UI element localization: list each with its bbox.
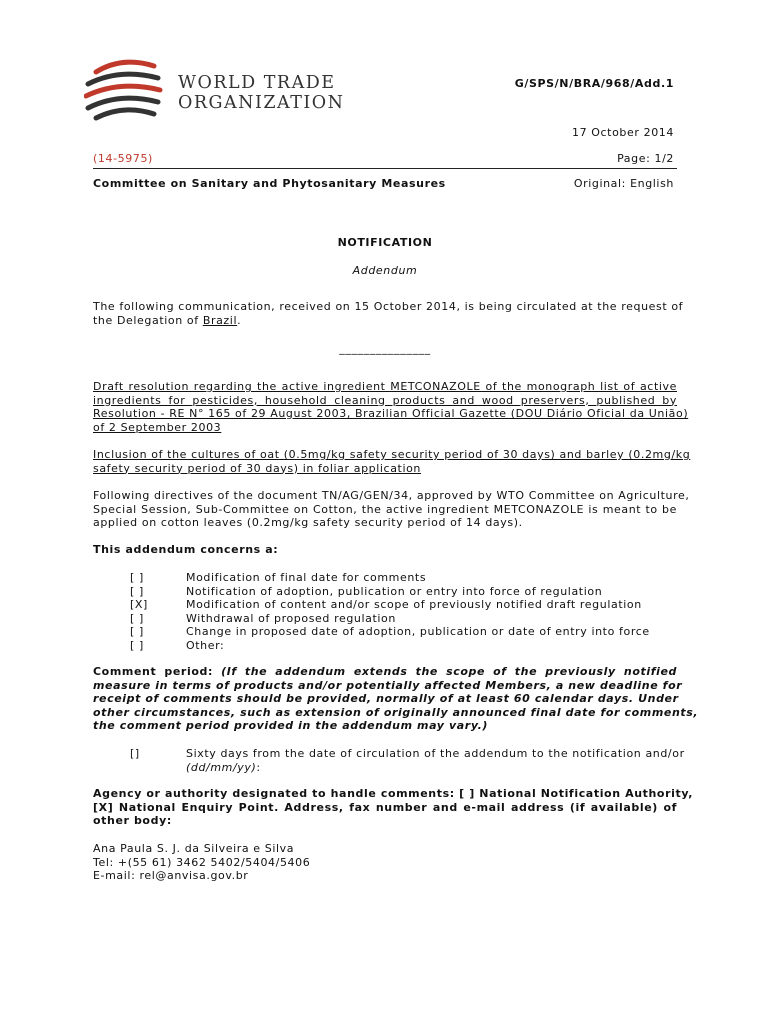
comment-line-4: other circumstances, such as extension of originally announced final date for comments, xyxy=(93,705,699,719)
concern-item xyxy=(93,585,677,599)
comment-label: Comment period: xyxy=(93,665,222,678)
directives-line-3: applied on cotton leaves (0.2mg/kg safety security period of 14 days). xyxy=(93,516,523,529)
draft-title xyxy=(93,380,689,434)
date-hint: (dd/mm/yy) xyxy=(186,760,257,774)
concern-item xyxy=(93,598,677,612)
inclusion-title xyxy=(93,448,691,475)
intro-period: . xyxy=(237,313,242,327)
concern-label: Other: xyxy=(186,638,225,652)
concern-checkbox: [X] xyxy=(130,598,148,611)
contact-block xyxy=(93,842,310,883)
concern-label: Modification of final date for comments xyxy=(186,571,427,584)
intro-text: the Delegation of xyxy=(93,313,203,327)
contact-email[interactable]: E-mail: rel@anvisa.gov.br xyxy=(93,869,249,882)
sixty-days-text xyxy=(186,747,685,774)
wto-logo xyxy=(84,58,166,122)
header-rule xyxy=(93,168,677,169)
concern-label: Notification of adoption, publication or entry into force of regulation xyxy=(186,584,603,598)
concerns-heading: This addendum concerns a: xyxy=(93,543,279,556)
comment-line-5: the comment period provided in the addendum may vary.) xyxy=(93,719,488,732)
draft-line-2: ingredients for pesticides, household cleaning products and wood preservers, published by xyxy=(93,393,677,407)
concern-item xyxy=(93,625,677,639)
reference-number: (14-5975) xyxy=(93,152,153,165)
concern-item xyxy=(93,612,677,626)
concern-checkbox: [ ] xyxy=(130,584,144,598)
directives-line-1: Following directives of the document TN/AG/GEN/34, approved by WTO Committee on Agriculture, xyxy=(93,489,690,502)
concern-item xyxy=(93,639,677,653)
contact-name: Ana Paula S. J. da Silveira e Silva xyxy=(93,842,295,855)
committee-name: Committee on Sanitary and Phytosanitary Measures xyxy=(93,177,446,190)
concerns-list xyxy=(93,571,677,652)
inclusion-line-1: Inclusion of the cultures of oat (0.5mg/kg safety security period of 30 days) and barley (0.2mg/kg xyxy=(93,448,691,461)
comment-line-1 xyxy=(93,665,677,679)
comment-period-paragraph xyxy=(93,665,699,733)
concern-checkbox: [ ] xyxy=(130,625,144,638)
directives-paragraph xyxy=(93,489,690,530)
directives-line-2: Special Session, Sub-Committee on Cotton, the active ingredient METCONAZOLE is meant to be xyxy=(93,502,677,516)
concern-checkbox: [ ] xyxy=(130,611,144,625)
country-name: Brazil xyxy=(202,313,238,327)
comment-line-2: measure in terms of products and/or potentially affected Members, a new deadline for xyxy=(93,678,683,692)
concern-item xyxy=(93,571,677,585)
inclusion-line-2: safety security period of 30 days) in foliar application xyxy=(93,461,422,475)
sixty-days-line: Sixty days from the date of circulation of the addendum to the notification and/or xyxy=(186,747,685,760)
date-colon: : xyxy=(256,760,261,774)
document-date: 17 October 2014 xyxy=(571,126,674,139)
notification-subtitle: Addendum xyxy=(352,264,418,277)
agency-line-3: other body: xyxy=(93,814,172,827)
draft-line-3: Resolution - RE N° 165 of 29 August 2003, Brazilian Official Gazette (DOU Diário Oficial da União) xyxy=(93,407,689,420)
concern-label: Withdrawal of proposed regulation xyxy=(186,611,396,625)
concern-checkbox: [ ] xyxy=(130,571,144,584)
intro-line-1: The following communication, received on 15 October 2014, is being circulated at the request of xyxy=(93,300,684,313)
agency-paragraph xyxy=(93,787,694,828)
draft-line-1: Draft resolution regarding the active ingredient METCONAZOLE of the monograph list of active xyxy=(93,380,677,393)
comment-line-1-rest: (If the addendum extends the scope of the previously notified xyxy=(221,665,677,678)
intro-line-2 xyxy=(93,314,677,328)
concern-label: Change in proposed date of adoption, publication or date of entry into force xyxy=(186,625,650,638)
separator-line: _______________ xyxy=(339,342,431,355)
page-indicator: Page: 1/2 xyxy=(617,152,674,165)
original-language: Original: English xyxy=(573,177,674,190)
sixty-days-checkbox: [] xyxy=(130,747,140,760)
comment-line-3: receipt of comments should be provided, normally of at least 60 calendar days. Under xyxy=(93,692,679,705)
intro-paragraph xyxy=(93,300,684,327)
agency-line-1: Agency or authority designated to handle comments: [ ] National Notification Authority, xyxy=(93,787,694,800)
concern-label: Modification of content and/or scope of previously notified draft regulation xyxy=(186,598,642,611)
concern-checkbox: [ ] xyxy=(130,638,144,652)
contact-phone: Tel: +(55 61) 3462 5402/5404/5406 xyxy=(93,855,311,869)
wto-logo-icon xyxy=(84,58,166,122)
notification-title: NOTIFICATION xyxy=(337,236,433,249)
org-name-line1: WORLD TRADE xyxy=(178,73,336,93)
agency-line-2: [X] National Enquiry Point. Address, fax number and e-mail address (if available) of xyxy=(93,800,677,814)
draft-line-4: of 2 September 2003 xyxy=(93,420,222,434)
date-hint-line xyxy=(186,761,677,775)
org-name-line2: ORGANIZATION xyxy=(178,93,345,113)
document-symbol: G/SPS/N/BRA/968/Add.1 xyxy=(514,77,674,90)
